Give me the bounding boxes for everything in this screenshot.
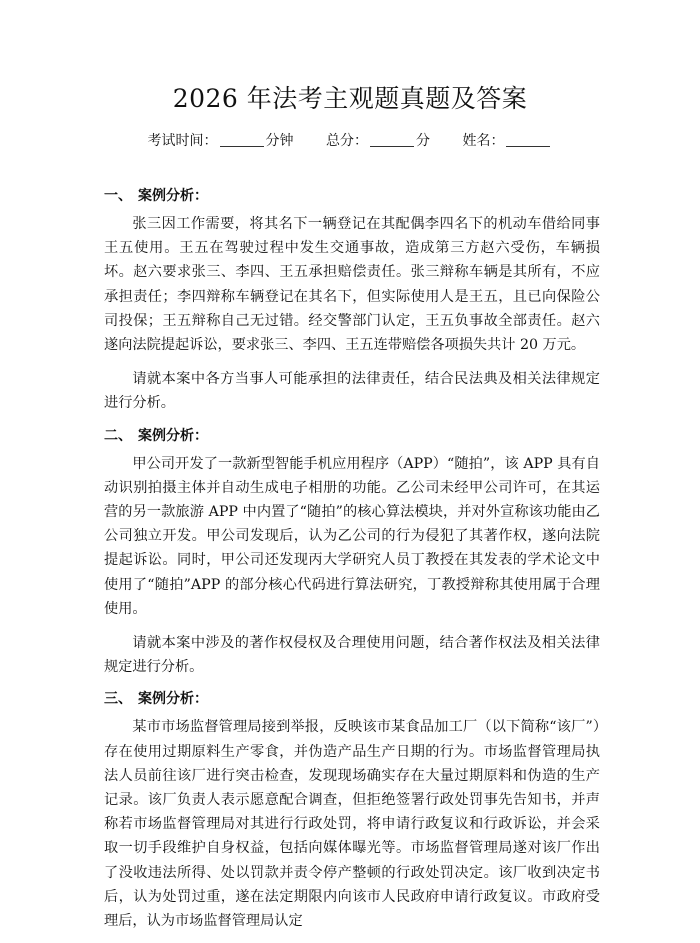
question-section-2 <box>104 426 600 680</box>
case-paragraph: 张三因工作需要，将其名下一辆登记在其配偶李四名下的机动车借给同事王五使用。王五在驾驶过程中发生交通事故，造成第三方赵六受伤，车辆损坏。赵六要求张三、李四、王五承担赔偿责任。张三辩称车辆是其所有，不应承担责任；李四辩称车辆登记在其名下，但实际使用人是王五，且已向保险公司投保；王五辩称自己无过错。经交警部门认定，王五负事故全部责任。赵六遂向法院提起诉讼，要求张三、李四、王五连带赔偿各项损失共计 20 万元。 <box>104 216 600 354</box>
section-heading-text: 案例分析： <box>138 427 208 444</box>
case-paragraph: 某市市场监督管理局接到举报，反映该市某食品加工厂（以下简称“该厂”）存在使用过期原料生产零食，并伪造产品生产日期的行为。市场监督管理局执法人员前往该厂进行突击检查，发现现场确实存在大量过期原料和伪造的生产记录。该厂负责人表示愿意配合调查，但拒绝签署行政处罚事先告知书，并声称若市场监督管理局对其进行行政处罚，将申请行政复议和行政诉讼，并会采取一切手段维护自身权益，包括向媒体曝光等。市场监督管理局遂对该厂作出了没收违法所得、处以罚款并责令停产整顿的行政处罚决定。该厂收到决定书后，认为处罚过重，遂在法定期限内向该市人民政府申请行政复议。市政府受理后，认为市场监督管理局认定 <box>104 719 600 930</box>
total-score-unit: 分 <box>416 133 430 149</box>
section-heading <box>104 689 600 709</box>
exam-content <box>104 186 600 943</box>
total-score-field <box>326 133 430 149</box>
exam-time-field <box>148 133 294 149</box>
case-paragraph: 甲公司开发了一款新型智能手机应用程序（APP）“随拍”，该 APP 具有自动识别拍摄主体并自动生成电子相册的功能。乙公司未经甲公司许可，在其运营的另一款旅游 APP 中内置了“随拍”的核心算法模块，并对外宣称该功能由乙公司独立开发。甲公司发现后，认为乙公司的行为侵犯了其著作权，遂向法院提起诉讼。同时，甲公司还发现丙大学研究人员丁教授在其发表的学术论文中使用了“随拍”APP 的部分核心代码进行算法研究，丁教授辩称其使用属于合理使用。 <box>104 455 600 617</box>
question-paragraph: 请就本案中各方当事人可能承担的法律责任，结合民法典及相关法律规定进行分析。 <box>104 371 600 412</box>
section-number: 三、 <box>104 691 132 708</box>
exam-meta-line <box>0 130 700 152</box>
candidate-name-blank <box>506 132 550 147</box>
candidate-name-label: 姓名： <box>462 133 505 149</box>
question-paragraph: 请就本案中涉及的著作权侵权及合理使用问题，结合著作权法及相关法律规定进行分析。 <box>104 635 600 676</box>
exam-time-unit: 分钟 <box>265 133 294 149</box>
section-heading <box>104 186 600 206</box>
section-heading-text: 案例分析： <box>138 188 208 204</box>
page-title: 2026 年法考主观题真题及答案 <box>172 84 528 113</box>
section-heading <box>104 426 600 446</box>
exam-time-label: 考试时间： <box>147 133 218 149</box>
question-section-1 <box>104 186 600 416</box>
section-heading-text: 案例分析： <box>138 691 208 708</box>
section-number: 二、 <box>104 427 132 444</box>
question-section-3 <box>104 689 600 933</box>
total-score-blank <box>370 132 414 147</box>
candidate-name-field <box>462 133 552 149</box>
exam-time-blank <box>220 132 264 147</box>
section-number: 一、 <box>104 188 132 204</box>
total-score-label: 总分： <box>326 133 368 149</box>
